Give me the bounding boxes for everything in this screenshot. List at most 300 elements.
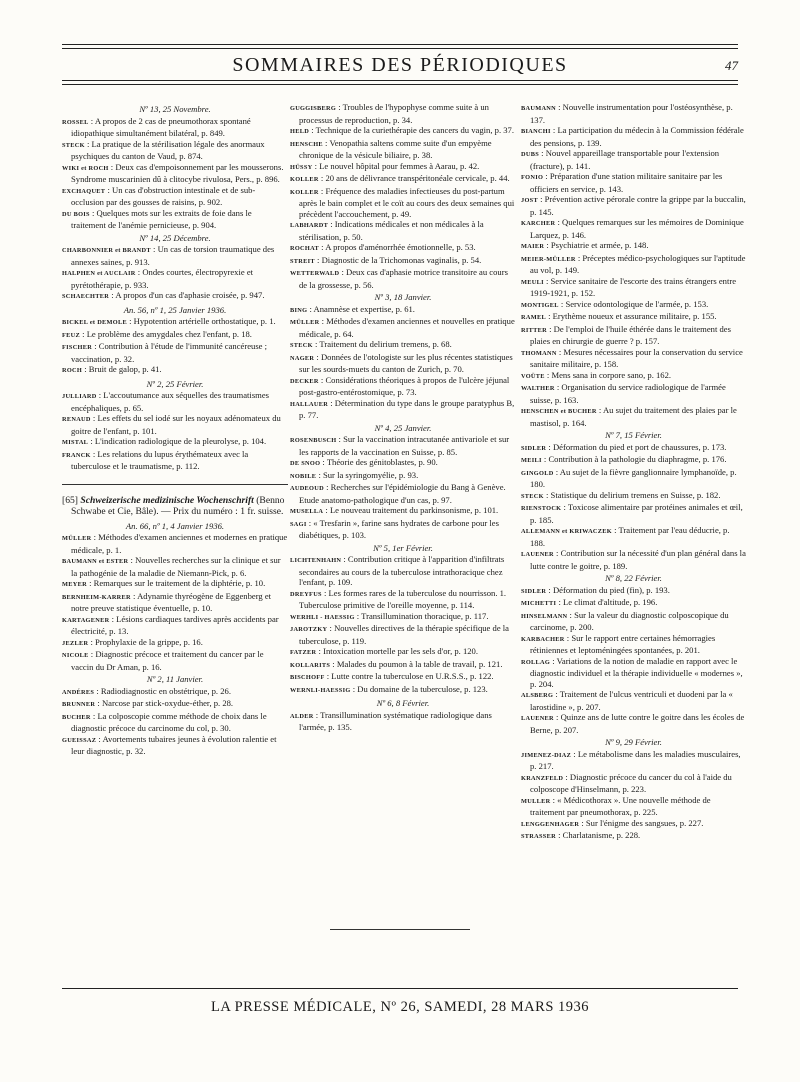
article-entry: BERNHEIM-KARRER : Adynamie thyréogène de Eggenberg et notre preuve statistique éventuelle, p. 10. [62, 590, 272, 613]
journal-info: (Benno Schwabe et Cie, Bâle). — Prix du numéro : 1 fr. suisse. [71, 494, 285, 517]
article-title: Indications médicales et non médicales à la stérilisation, p. 50. [299, 219, 484, 242]
issue-heading: An. 66, nº 1, 4 Janvier 1936. [125, 520, 225, 531]
article-entry: KOLLER : Fréquence des maladies infectieuses du post-partum après le bain complet et le coït au cours des deux semaines qui précèdent l'accouchement, p. 49. [290, 185, 515, 219]
article-author: WALTHER [521, 385, 555, 392]
column-2 [290, 102, 516, 733]
article-entry: MISTAL : L'indication radiologique de la pleurolyse, p. 104. [62, 436, 267, 446]
article-author: JOST [521, 197, 538, 204]
article-title: Organisation du service radiologique de l'armée suisse, p. 163. [530, 382, 726, 405]
article-entry: SIDLER : Déformation du pied (fin), p. 193. [521, 584, 670, 595]
article-title: De l'emploi de l'huile éthérée dans le traitement des plaies en chirurgie de guerre ? p. 157. [530, 323, 731, 346]
article-entry: JAROTZKY : Nouvelles directives de la thérapie spécifique de la tuberculose, p. 119. [290, 623, 509, 646]
article-author: SAGI [290, 520, 307, 528]
article-title: Narcose par stick-oxydue-éther, p. 28. [101, 698, 234, 708]
article-entry: BISCHOFF : Lutte contre la tuberculose en U.R.S.S., p. 122. [290, 671, 494, 681]
article-author: ALSBERG [521, 692, 554, 699]
article-author: GUEISSAZ [62, 736, 97, 744]
article-entry: MEIER-MÜLLER : Préceptes médico-psychologiques sur l'aptitude au vol, p. 149. [521, 252, 746, 275]
article-title: Un cas d'obstruction intestinale et de sub-occlusion par des gousses de raisins, p. 902. [71, 184, 256, 207]
article-author: NOBILE [290, 472, 317, 480]
article-title: Les relations du lupus érythémateux avec la tuberculose et le traumatisme, p. 112. [71, 448, 249, 471]
article-title: Hypotention artérielle orthostatique, p. 1. [133, 316, 276, 326]
issue-heading: Nº 2, 11 Janvier. [146, 674, 204, 684]
article-entry: NOBILE : Sur la syringomyélie, p. 93. [290, 469, 419, 480]
article-title: Le nouveau traitement du parkinsonisme, p. 101. [329, 505, 499, 515]
top-rule-1 [62, 44, 738, 45]
article-author: BIANCHI [521, 128, 551, 135]
article-author: STREIT [290, 257, 315, 265]
article-author: MUSELLA [290, 508, 324, 515]
article-title: Deux cas d'aphasie motrice transitoire au cours de la grossesse, p. 56. [299, 267, 508, 290]
article-author: WERNLI-HAESSIG [290, 686, 351, 694]
article-author: EXCHAQUET [62, 187, 106, 195]
article-title: Au sujet du traitement des plaies par le mastisol, p. 164. [530, 405, 737, 428]
article-author: WIKI et ROCH [62, 164, 109, 172]
article-author: MÜLLER [290, 319, 320, 326]
article-author: BAUMANN et ESTER [62, 558, 129, 565]
issue-heading: Nº 5, 1er Février. [373, 542, 433, 553]
article-author: ROLLAG [521, 658, 551, 666]
article-title: Deux cas d'empoisonnement par les mousserons. Syndrome muscarinien dû à clitocybe rivulosa, Pers., p. 896. [71, 161, 284, 184]
article-author: CHARBONNIER et BRANDT [62, 247, 151, 254]
article-entry: ALDER : Transillumination systématique radiologique dans l'armée, p. 135. [290, 709, 492, 732]
article-entry: LABHARDT : Indications médicales et non médicales à la stérilisation, p. 50. [290, 219, 484, 242]
article-title: La participation du médecin à la Commission fédérale des pensions, p. 139. [530, 125, 744, 148]
article-author: FONIO [521, 174, 544, 181]
article-title: Radiodiagnostic en obstétrique, p. 26. [100, 685, 231, 696]
article-title: Un cas de torsion traumatique des annexes saines, p. 913. [71, 244, 275, 267]
article-title: Au sujet de la fièvre ganglionnaire lymphanoïde, p. 180. [530, 466, 737, 489]
article-entry: MÜLLER : Méthodes d'examen anciennes et modernes en pratique médicale, p. 1. [62, 532, 288, 555]
article-entry: LAUENER : Quinze ans de lutte contre le goitre dans les écoles de Berne, p. 207. [521, 712, 745, 735]
article-author: KOLLER [290, 176, 319, 183]
article-entry: MUSELLA : Le nouveau traitement du parkinsonisme, p. 101. [290, 505, 499, 515]
article-entry: ROCH : Bruit de galop, p. 41. [62, 364, 162, 374]
article-author: FISCHER [62, 344, 93, 351]
article-title: Bruit de galop, p. 41. [88, 364, 162, 374]
article-author: HENSCHE [290, 140, 323, 148]
article-title: A propos de 2 cas de pneumothorax spontané idiopathique simultanément bilatéral, p. 849. [71, 115, 251, 138]
page-number: 47 [725, 58, 738, 73]
article-entry: DE SNOO : Théorie des génitoblastes, p. 90. [290, 457, 438, 467]
article-entry: RAMEL : Erythème noueux et assurance militaire, p. 155. [521, 311, 717, 321]
article-title: Contribution à l'étude de l'immunité cancéreuse ; vaccination, p. 32. [71, 341, 268, 364]
article-entry: ALSBERG : Traitement de l'ulcus ventriculi et duodeni par la « larostidine », p. 207. [521, 689, 733, 712]
journal-title: Schweizerische medizinische Wochenschrift [80, 494, 254, 506]
issue-heading: Nº 7, 15 Février. [605, 430, 662, 440]
article-entry: DECKER : Considérations théoriques à propos de l'ulcère jéjunal post-gastro-entérostomique, p. 73. [290, 374, 510, 397]
article-entry: HALLAUER : Détermination du type dans le groupe paratyphus B, p. 77. [290, 397, 515, 420]
article-entry: HENSCHEN et BUCHER : Au sujet du traitement des plaies par le mastisol, p. 164. [521, 405, 737, 428]
article-title: Statistique du delirium tremens en Suisse, p. 182. [550, 489, 721, 500]
article-entry: HINSELMANN : Sur la valeur du diagnostic colposcopique du carcinome, p. 200. [521, 609, 729, 632]
article-entry: JOST : Prévention active pérorale contre la grippe par la buccalin, p. 145. [521, 194, 746, 217]
article-title: La colposcopie comme méthode de choix dans le diagnostic précoce du carcinome du col, p. 30. [71, 710, 267, 733]
article-author: MAIER [521, 243, 545, 250]
issue-heading: Nº 9, 29 Février. [605, 737, 662, 747]
article-author: KRANZFELD [521, 774, 564, 782]
article-author: HALLAUER [290, 400, 329, 408]
article-title: Toxicose alimentaire par protéines animales et œil, p. 185. [530, 502, 743, 525]
article-entry: STREIT : Diagnostic de la Trichomonas vaginalis, p. 54. [290, 254, 482, 265]
article-title: Adynamie thyréogène de Eggenberg et notre preuve statistique éventuelle, p. 10. [71, 590, 272, 613]
issue-heading: Nº 6, 8 Février. [376, 698, 430, 708]
issue-heading: Nº 14, 25 Décembre. [139, 232, 211, 243]
article-entry: MONTIGEL : Service odontologique de l'armée, p. 153. [521, 298, 709, 309]
article-title: Intoxication mortelle par les sels d'or, p. 120. [323, 646, 478, 656]
article-title: « Médicothorax ». Une nouvelle méthode de traitement par pneumothorax, p. 225. [530, 794, 711, 817]
article-entry: MEILI : Contribution à la pathologie du diaphragme, p. 176. [521, 454, 727, 464]
article-author: KARCHER [521, 220, 556, 227]
article-author: DECKER [290, 377, 319, 385]
article-entry: KOLLER : 20 ans de délivrance transpéritonéale cervicale, p. 44. [290, 173, 510, 183]
article-entry: WERNLI-HAESSIG : Du domaine de la tuberculose, p. 123. [290, 683, 488, 694]
article-title: Méthodes d'examen anciennes et nouvelles en pratique médicale, p. 64. [299, 316, 515, 339]
article-title: L'accoutumance aux séquelles des traumatismes encéphaliques, p. 65. [71, 390, 270, 413]
article-entry: MAIER : Psychiatrie et armée, p. 148. [521, 240, 649, 250]
article-entry: DREYFUS : Les formes rares de la tuberculose du nourrisson. 1. Tuberculose primitive de l'oreille moyenne, p. 114. [290, 587, 507, 610]
article-entry: FATZER : Intoxication mortelle par les sels d'or, p. 120. [290, 646, 478, 656]
article-author: ALDER [290, 712, 314, 720]
article-author: KARBACHER [521, 635, 565, 643]
article-author: JEZLER [62, 639, 89, 647]
article-entry: FISCHER : Contribution à l'étude de l'immunité cancéreuse ; vaccination, p. 32. [62, 341, 268, 364]
article-author: MEYER [62, 581, 87, 588]
article-entry: NICOLE : Diagnostic précoce et traitement du cancer par le vaccin du Dr Aman, p. 16. [62, 649, 264, 672]
article-entry: KARCHER : Quelques remarques sur les mémoires de Dominique Larquez, p. 146. [521, 217, 744, 240]
article-title: L'indication radiologique de la pleurolyse, p. 104. [94, 436, 267, 446]
article-entry: BING : Anamnèse et expertise, p. 61. [290, 303, 415, 314]
article-entry: ROSSEL : A propos de 2 cas de pneumothorax spontané idiopathique simultanément bilatéral, p. 849. [62, 115, 251, 138]
article-title: Traitement de l'ulcus ventriculi et duodeni par la « larostidine », p. 207. [530, 689, 733, 712]
article-title: Le nouvel hôpital pour femmes à Aarau, p. 42. [319, 160, 480, 171]
article-author: MÜLLER [62, 535, 92, 542]
article-title: Troubles de l'hypophyse comme suite à un processus de reproduction, p. 34. [299, 102, 489, 125]
article-title: Quinze ans de lutte contre le goitre dans les écoles de Berne, p. 207. [530, 712, 745, 735]
article-title: Théorie des génitoblastes, p. 90. [326, 457, 438, 467]
article-entry: ROCHAT : A propos d'aménorrhée émotionnelle, p. 53. [290, 242, 476, 252]
article-entry: STRASSER : Charlatanisme, p. 228. [521, 830, 641, 840]
issue-heading: Nº 3, 18 Janvier. [374, 292, 432, 302]
article-entry: LAUENER : Contribution sur la nécessité d'un plan général dans la lutte contre le goitre, p. 189. [521, 548, 746, 571]
article-author: STRASSER [521, 833, 556, 840]
footer: LA PRESSE MÉDICALE, Nº 26, SAMEDI, 28 MARS 1936 [210, 999, 590, 1015]
title-rule-1 [62, 80, 738, 81]
article-author: RAMEL [521, 314, 546, 321]
article-author: DREYFUS [290, 590, 322, 598]
article-author: FEUZ [62, 331, 80, 339]
article-title: Service odontologique de l'armée, p. 153. [565, 298, 709, 309]
article-entry: NAGER : Données de l'otologiste sur les plus récentes statistiques sur les sourds-muets du canton de Zurich, p. 70. [290, 351, 513, 374]
article-author: ROCHAT [290, 245, 319, 252]
article-author: HENSCHEN et BUCHER [521, 408, 597, 415]
article-title: Traitement par l'eau déducrie, p. 188. [530, 525, 730, 548]
article-entry: ALLEMANN et KRIWACZEK : Traitement par l'eau déducrie, p. 188. [521, 525, 730, 548]
article-author: MULLER [521, 797, 551, 805]
article-author: BERNHEIM-KARRER [62, 593, 131, 601]
footer-rule [62, 988, 738, 989]
article-entry: FONIO : Préparation d'une station militaire sanitaire par les officiers en service, p. 143. [521, 171, 723, 194]
article-author: MEIER-MÜLLER [521, 255, 576, 263]
article-author: BISCHOFF [290, 674, 325, 681]
issue-heading: Nº 4, 25 Janvier. [374, 422, 432, 433]
article-title: Déformation du pied (fin), p. 193. [552, 584, 670, 595]
article-title: Le climat d'altitude, p. 196. [562, 597, 658, 607]
article-author: KOLLER [290, 188, 319, 196]
article-author: BING [290, 306, 308, 314]
article-entry: HELD : Technique de la curiethérapie des cancers du vagin, p. 37. [290, 125, 514, 135]
article-title: Malades du poumon à la table de travail, p. 121. [336, 658, 503, 669]
article-author: BAUMANN [521, 105, 556, 112]
article-author: THOMANN [521, 349, 557, 357]
article-title: Le métabolisme dans les maladies musculaires, p. 217. [530, 748, 741, 771]
article-author: GINGOLD [521, 469, 554, 477]
article-author: LICHTENHAHN [290, 557, 342, 564]
article-title: « Tresfarin », farine sans hydrates de carbone pour les diabétiques, p. 103. [299, 517, 499, 540]
article-author: GUGGISBERG [290, 105, 337, 112]
section-divider [62, 484, 288, 485]
article-title: Prophylaxie de la grippe, p. 16. [94, 636, 203, 647]
article-title: Transillumination thoracique, p. 117. [361, 610, 489, 621]
article-author: JIMENEZ-DIAZ [521, 751, 572, 759]
article-author: RENAUD [62, 416, 91, 423]
article-author: KARTAGENER [62, 616, 110, 624]
article-title: Charlatanisme, p. 228. [562, 830, 641, 840]
article-entry: BAUMANN : Nouvelle instrumentation pour l'ostéosynthèse, p. 137. [521, 102, 733, 125]
article-author: ROSSEL [62, 118, 89, 126]
article-title: Service sanitaire de l'escorte des trains étrangers entre 1919-1921, p. 152. [530, 275, 737, 298]
issue-heading: Nº 2, 25 Février. [146, 378, 204, 389]
article-title: Préceptes médico-psychologiques sur l'aptitude au vol, p. 149. [530, 252, 746, 275]
article-entry: DU BOIS : Quelques mots sur les extraits de foie dans le traitement de l'anémie pernicieuse, p. 904. [62, 207, 252, 230]
article-title: Prévention active pérorale contre la grippe par la buccalin, p. 145. [530, 194, 746, 217]
article-entry: MICHETTI : Le climat d'altitude, p. 196. [521, 597, 658, 607]
article-entry: MEYER : Remarques sur le traitement de la diphtérie, p. 10. [62, 578, 266, 588]
article-title: Sur la vaccination intracutanée antivariole et sur les rapports de la vaccination en Suisse, p. 85. [299, 434, 510, 457]
article-title: Recherches sur l'épidémiologie du Bang à Genève. Etude anatomo-pathologique d'un cas, p. 97. [299, 482, 506, 505]
article-entry: ROLLAG : Variations de la notion de maladie en rapport avec le diagnostic individuel et la thérapie individuelle « modernes », p. 204. [521, 655, 743, 689]
article-author: ROCH [62, 367, 83, 374]
article-title: A propos d'aménorrhée émotionnelle, p. 53. [325, 242, 476, 252]
article-author: DE SNOO [290, 460, 321, 467]
article-title: La pratique de la stérilisation légale des anormaux psychiques du canton de Vaud, p. 874. [71, 138, 265, 161]
article-author: HELD [290, 128, 310, 135]
article-author: LAUENER [521, 715, 554, 722]
article-title: Avortements tubaires jeunes à évolution ralentie et leur diagnostic, p. 32. [71, 733, 277, 756]
article-entry: WALTHER : Organisation du service radiologique de l'armée suisse, p. 163. [521, 382, 726, 405]
article-author: SIDLER [521, 444, 547, 452]
article-title: Préparation d'une station militaire sanitaire par les officiers en service, p. 143. [530, 171, 723, 194]
article-author: RIENSTOCK [521, 505, 562, 512]
article-author: NICOLE [62, 652, 89, 659]
article-author: STECK [290, 342, 313, 349]
article-author: WETTERWALD [290, 270, 340, 277]
article-entry: GUEISSAZ : Avortements tubaires jeunes à évolution ralentie et leur diagnostic, p. 32. [62, 733, 277, 756]
article-title: Lutte contre la tuberculose en U.R.S.S., p. 122. [331, 671, 494, 681]
article-title: Diagnostic précoce et traitement du cancer par le vaccin du Dr Aman, p. 16. [71, 649, 264, 672]
article-entry: MEULI : Service sanitaire de l'escorte des trains étrangers entre 1919-1921, p. 152. [521, 275, 737, 298]
article-title: Mesures nécessaires pour la conservation du service sanitaire militaire, p. 158. [530, 346, 743, 369]
article-author: LAUENER [521, 551, 554, 558]
article-title: A propos d'un cas d'aphasie croisée, p. 947. [115, 290, 265, 300]
end-rule [330, 929, 470, 930]
article-entry: WERHLI - HAESSIG : Transillumination thoracique, p. 117. [290, 610, 489, 621]
article-author: SIDLER [521, 587, 547, 595]
article-title: Le problème des amygdales chez l'enfant, p. 18. [86, 328, 252, 339]
article-author: NAGER [290, 354, 315, 362]
article-author: HINSELMANN [521, 612, 568, 620]
article-title: Sur la syringomyélie, p. 93. [322, 469, 419, 480]
article-title: Erythème noueux et assurance militaire, p. 155. [552, 311, 717, 321]
article-entry: FRANCK : Les relations du lupus érythémateux avec la tuberculose et le traumatisme, p. 112. [62, 448, 249, 471]
article-entry: MÜLLER : Méthodes d'examen anciennes et nouvelles en pratique médicale, p. 64. [290, 316, 515, 339]
article-title: 20 ans de délivrance transpéritonéale cervicale, p. 44. [325, 173, 510, 183]
article-author: HÜSSY [290, 163, 313, 171]
article-title: Les formes rares de la tuberculose du nourrisson. 1. Tuberculose primitive de l'oreille moyenne, p. 114. [299, 587, 507, 610]
article-title: Anamnèse et expertise, p. 61. [313, 303, 415, 314]
article-author: WERHLI - HAESSIG [290, 613, 355, 621]
article-title: Quelques remarques sur les mémoires de Dominique Larquez, p. 146. [530, 217, 744, 240]
article-entry: GUGGISBERG : Troubles de l'hypophyse comme suite à un processus de reproduction, p. 34. [290, 102, 489, 125]
article-entry: STECK : Traitement du delirium tremens, p. 68. [290, 339, 452, 349]
article-entry: STECK : Statistique du delirium tremens en Suisse, p. 182. [521, 489, 721, 500]
issue-heading: An. 56, nº 1, 25 Janvier 1936. [123, 304, 227, 315]
article-entry: JEZLER : Prophylaxie de la grippe, p. 16. [62, 636, 203, 647]
article-title: Lésions cardiaques tardives après accidents par électricité, p. 13. [71, 613, 279, 636]
article-entry: SAGI : « Tresfarin », farine sans hydrates de carbone pour les diabétiques, p. 103. [290, 517, 499, 540]
column-3 [521, 102, 746, 843]
column-1 [62, 102, 288, 757]
article-title: Contribution à la pathologie du diaphragme, p. 176. [548, 454, 727, 464]
article-title: Diagnostic de la Trichomonas vaginalis, p. 54. [321, 254, 482, 265]
article-title: Considérations théoriques à propos de l'ulcère jéjunal post-gastro-entérostomique, p. 73. [299, 374, 510, 397]
article-title: Venopathia saltens comme suite d'un empyème chronique de la vésicule biliaire, p. 38. [299, 137, 492, 160]
article-entry: KARBACHER : Sur le rapport entre certaines hémorragies rétiniennes et leptoméningées spontanées, p. 201. [521, 632, 716, 655]
article-entry: MULLER : « Médicothorax ». Une nouvelle méthode de traitement par pneumothorax, p. 225. [521, 794, 711, 817]
article-title: Nouvel appareillage transportable pour l'extension (fracture), p. 141. [530, 148, 720, 171]
article-title: Diagnostic précoce du cancer du col à l'aide du colposcope d'Hinselmann, p. 223. [530, 771, 732, 794]
article-title: Les effets du sel iodé sur les noyaux adénomateux du goitre de l'enfant, p. 101. [71, 413, 281, 436]
article-title: Transillumination systématique radiologique dans l'armée, p. 135. [299, 709, 492, 732]
article-entry: DUBS : Nouvel appareillage transportable pour l'extension (fracture), p. 141. [521, 148, 720, 171]
article-author: FRANCK [62, 451, 91, 459]
article-title: Nouvelles directives de la thérapie spécifique de la tuberculose, p. 119. [299, 623, 509, 646]
article-title: Ondes courtes, électropyrexie et pyrétothérapie, p. 933. [71, 267, 254, 290]
article-author: ROSENBUSCH [290, 437, 337, 444]
article-entry: JIMENEZ-DIAZ : Le métabolisme dans les maladies musculaires, p. 217. [521, 748, 741, 771]
article-entry: EXCHAQUET : Un cas d'obstruction intestinale et de sub-occlusion par des gousses de raisins, p. 902. [62, 184, 256, 207]
article-title: Du domaine de la tuberculose, p. 123. [357, 683, 488, 694]
article-entry: FEUZ : Le problème des amygdales chez l'enfant, p. 18. [62, 328, 252, 339]
article-entry: ANDÉRES : Radiodiagnostic en obstétrique, p. 26. [62, 685, 231, 696]
article-title: Technique de la curiethérapie des cancers du vagin, p. 37. [315, 125, 514, 135]
article-entry: STECK : La pratique de la stérilisation légale des anormaux psychiques du canton de Vaud, p. 874. [62, 138, 265, 161]
issue-heading: Nº 13, 25 Novembre. [139, 104, 211, 114]
article-title: Données de l'otologiste sur les plus récentes statistiques sur les sourds-muets du canton de Zurich, p. 70. [299, 351, 513, 374]
article-author: BUCHER [62, 713, 91, 721]
article-entry: BUCHER : La colposcopie comme méthode de choix dans le diagnostic précoce du carcinome du col, p. 30. [62, 710, 267, 733]
article-entry: VOÜTE : Mens sana in corpore sano, p. 162. [521, 369, 672, 380]
article-title: Psychiatrie et armée, p. 148. [550, 240, 649, 250]
article-author: VOÜTE [521, 372, 545, 380]
article-author: JULLIARD [62, 393, 97, 400]
article-author: MEULI [521, 278, 544, 286]
article-entry: HENSCHE : Venopathia saltens comme suite d'un empyème chronique de la vésicule biliaire, p. 38. [290, 137, 492, 160]
article-entry: BAUMANN et ESTER : Nouvelles recherches sur la clinique et sur la pathogénie de la maladie de Niemann-Pick, p. 6. [62, 555, 281, 578]
article-entry: LICHTENHAHN : Contribution critique à l'apparition d'infiltrats secondaires au cours de la tuberculose intrathoracique chez l'enfant, p. 109. [290, 554, 505, 587]
article-author: AUDEOUD [290, 485, 324, 492]
article-title: Contribution critique à l'apparition d'infiltrats secondaires au cours de la tuberculose intrathoracique chez l'enfant, p. 109. [299, 554, 505, 587]
article-entry: KOLLARITS : Malades du poumon à la table de travail, p. 121. [290, 658, 503, 669]
article-author: JAROTZKY [290, 626, 328, 633]
article-author: HALPHEN et AUCLAIR [62, 270, 136, 277]
article-title: Contribution sur la nécessité d'un plan général dans la lutte contre le goitre, p. 189. [530, 548, 746, 571]
article-entry: RENAUD : Les effets du sel iodé sur les noyaux adénomateux du goitre de l'enfant, p. 101. [62, 413, 281, 436]
article-entry: CHARBONNIER et BRANDT : Un cas de torsion traumatique des annexes saines, p. 913. [62, 244, 275, 267]
article-author: RITTER [521, 326, 547, 334]
article-author: ANDÉRES [62, 688, 95, 696]
article-entry: KARTAGENER : Lésions cardiaques tardives après accidents par électricité, p. 13. [62, 613, 279, 636]
article-entry: WIKI et ROCH : Deux cas d'empoisonnement par les mousserons. Syndrome muscarinien dû à clitocybe rivulosa, Pers., p. 896. [62, 161, 284, 184]
article-title: Sur la valeur du diagnostic colposcopique du carcinome, p. 200. [530, 609, 729, 632]
article-author: STECK [62, 141, 85, 149]
article-entry: BICKEL et DEMOLE : Hypotention artérielle orthostatique, p. 1. [62, 316, 276, 326]
article-entry: HÜSSY : Le nouvel hôpital pour femmes à Aarau, p. 42. [290, 160, 480, 171]
article-author: DUBS [521, 151, 539, 158]
article-title: Variations de la notion de maladie en rapport avec le diagnostic individuel et la thérapie individuelle « modernes », p. 204. [530, 655, 743, 689]
article-entry: RITTER : De l'emploi de l'huile éthérée dans le traitement des plaies en chirurgie de guerre ? p. 157. [521, 323, 731, 346]
article-entry: RIENSTOCK : Toxicose alimentaire par protéines animales et œil, p. 185. [521, 502, 743, 525]
article-entry: BIANCHI : La participation du médecin à la Commission fédérale des pensions, p. 139. [521, 125, 744, 148]
article-author: BRUNNER [62, 701, 96, 708]
article-entry: GINGOLD : Au sujet de la fièvre ganglionnaire lymphanoïde, p. 180. [521, 466, 737, 489]
article-title: Sur l'énigme des sangsues, p. 227. [585, 817, 704, 828]
article-entry: THOMANN : Mesures nécessaires pour la conservation du service sanitaire militaire, p. 158. [521, 346, 743, 369]
article-entry: AUDEOUD : Recherches sur l'épidémiologie du Bang à Genève. Etude anatomo-pathologique d'un cas, p. 97. [290, 482, 506, 505]
article-title: Déformation du pied et port de chaussures, p. 173. [552, 441, 727, 452]
article-title: Nouvelle instrumentation pour l'ostéosynthèse, p. 137. [530, 102, 733, 125]
article-entry: WETTERWALD : Deux cas d'aphasie motrice transitoire au cours de la grossesse, p. 56. [290, 267, 508, 290]
article-title: Quelques mots sur les extraits de foie dans le traitement de l'anémie pernicieuse, p. 904. [71, 207, 252, 230]
article-entry: SCHAECHTER : A propos d'un cas d'aphasie croisée, p. 947. [62, 290, 265, 300]
article-author: LABHARDT [290, 222, 329, 229]
article-entry: JULLIARD : L'accoutumance aux séquelles des traumatismes encéphaliques, p. 65. [62, 390, 270, 413]
article-entry: LENGGENHAGER : Sur l'énigme des sangsues, p. 227. [521, 817, 704, 828]
article-title: Détermination du type dans le groupe paratyphus B, p. 77. [299, 397, 515, 420]
article-author: MISTAL [62, 439, 89, 446]
article-title: Sur le rapport entre certaines hémorragies rétiniennes et leptoméningées spontanées, p. 201. [530, 632, 716, 655]
article-entry: KRANZFELD : Diagnostic précoce du cancer du col à l'aide du colposcope d'Hinselmann, p. 223. [521, 771, 732, 794]
article-author: DU BOIS [62, 210, 90, 218]
article-title: Traitement du delirium tremens, p. 68. [319, 339, 452, 349]
top-rule-2 [62, 48, 738, 49]
article-author: KOLLARITS [290, 661, 331, 669]
article-author: SCHAECHTER [62, 293, 110, 300]
page-title: SOMMAIRES DES PÉRIODIQUES [232, 54, 568, 76]
journal-number: [65] [62, 494, 78, 506]
issue-heading: Nº 8, 22 Février. [605, 573, 662, 583]
article-title: Fréquence des maladies infectieuses du post-partum après le bain complet et le coït au cours des deux semaines qui précèdent l'accouchement, p. 49. [299, 185, 515, 219]
article-entry: BRUNNER : Narcose par stick-oxydue-éther, p. 28. [62, 698, 234, 708]
article-author: MICHETTI [521, 600, 557, 607]
article-entry: HALPHEN et AUCLAIR : Ondes courtes, électropyrexie et pyrétothérapie, p. 933. [62, 267, 254, 290]
article-author: BICKEL et DEMOLE [62, 319, 127, 326]
article-title: Méthodes d'examen anciennes et modernes en pratique médicale, p. 1. [71, 532, 288, 555]
article-author: LENGGENHAGER [521, 820, 580, 828]
article-entry: ROSENBUSCH : Sur la vaccination intracutanée antivariole et sur les rapports de la vaccination en Suisse, p. 85. [290, 434, 510, 457]
article-title: Nouvelles recherches sur la clinique et sur la pathogénie de la maladie de Niemann-Pick, p. 6. [71, 555, 281, 578]
title-rule-2 [62, 84, 738, 85]
